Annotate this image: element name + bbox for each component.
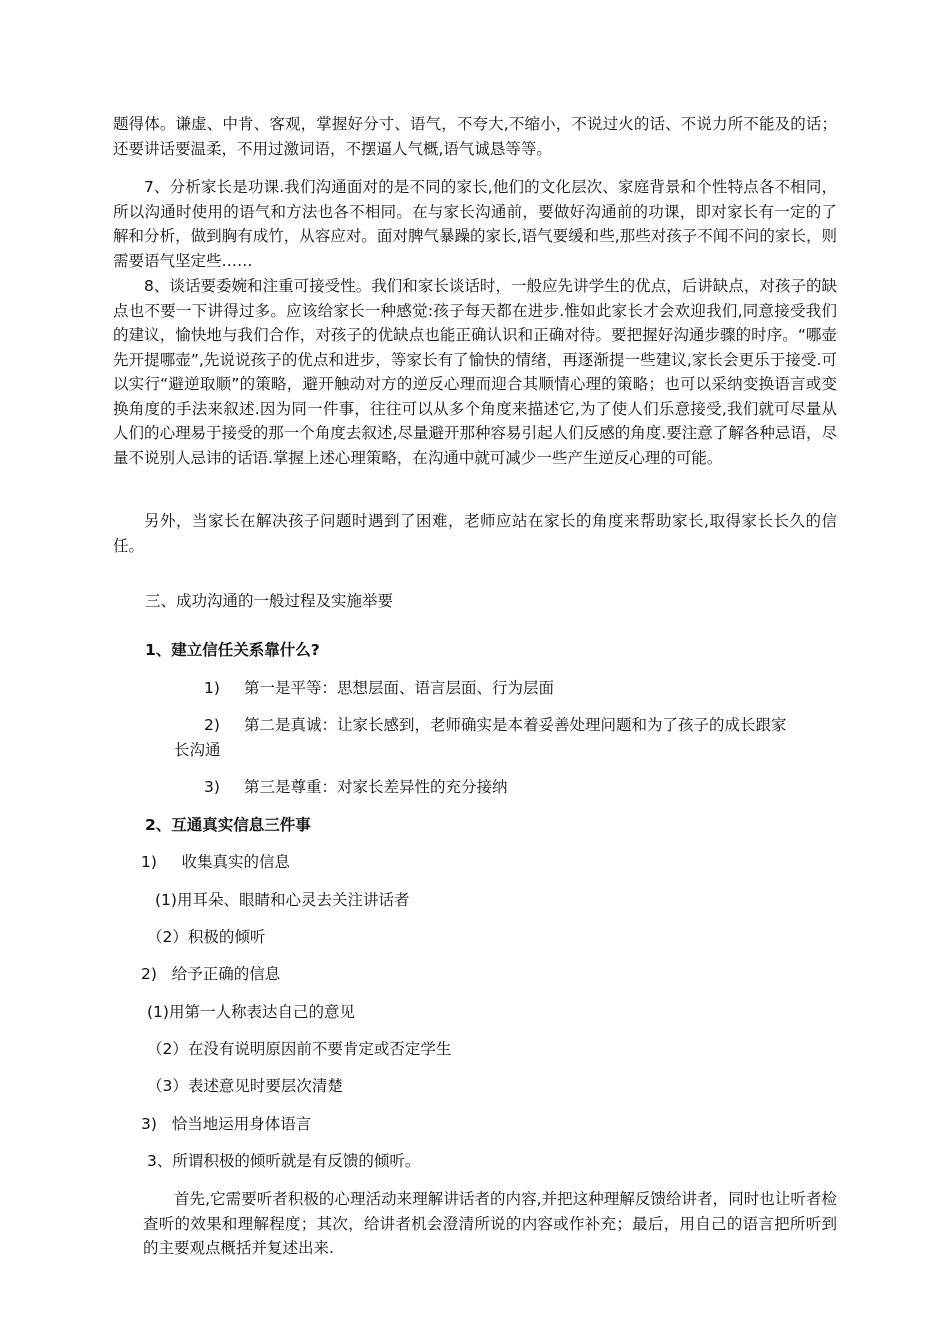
paragraph-last: 首先,它需要听者积极的心理活动来理解讲话者的内容,并把这种理解反馈给讲者，同时也让听者检查听的效果和理解程度；其次，给讲者机会澄清所说的内容或作补充；最后，用自己的语言把所听到的主要观点概括并复述出来.	[143, 1190, 837, 1257]
info-item-2c: （3）表述意见时要层次清楚	[147, 1077, 343, 1095]
info-item-1: 1) 收集真实的信息	[141, 853, 291, 871]
trust-item-3	[204, 775, 508, 800]
trust-item-2-text: 第二是真诚：让家长感到，老师确实是本着妥善处理问题和为了孩子的成长跟家	[244, 716, 787, 734]
trust-item-1-number: 1)	[204, 679, 220, 697]
info-item-1b: （2）积极的倾听	[147, 928, 266, 946]
heading-active-listening: 3、所谓积极的倾听就是有反馈的倾听。	[147, 1152, 421, 1170]
trust-item-1	[204, 676, 554, 701]
heading-info: 2、互通真实信息三件事	[145, 816, 311, 834]
info-item-1a: (1)用耳朵、眼睛和心灵去关注讲话者	[155, 891, 410, 909]
section-heading-3: 三、成功沟通的一般过程及实施举要	[145, 592, 394, 610]
info-item-2b: （2）在没有说明原因前不要肯定或否定学生	[147, 1040, 452, 1058]
trust-item-2-number: 2)	[204, 716, 220, 734]
trust-item-2-continued: 长沟通	[174, 741, 221, 759]
trust-item-1-text: 第一是平等：思想层面、语言层面、行为层面	[244, 679, 555, 697]
paragraph-7: 7、分析家长是功课.我们沟通面对的是不同的家长,他们的文化层次、家庭背景和个性特点各不相同，所以沟通时使用的语气和方法也各不相同。在与家长沟通前，要做好沟通前的功课，即对家长有一定的了解和分析，做到胸有成竹，从容应对。面对脾气暴躁的家长,语气要缓和些,那些对孩子不闻不问的家长，则需要语气坚定些……	[113, 178, 837, 270]
trust-item-3-text: 第三是尊重：对家长差异性的充分接纳	[244, 778, 508, 796]
info-item-3: 3) 恰当地运用身体语言	[141, 1115, 312, 1133]
heading-trust: 1、建立信任关系靠什么?	[145, 641, 320, 659]
info-item-2a: (1)用第一人称表达自己的意见	[147, 1003, 355, 1021]
paragraph-continued: 题得体。谦虚、中肯、客观，掌握好分寸、语气，不夸大,不缩小，不说过火的话、不说力所不能及的话；还要讲话要温柔，不用过激词语，不摆逼人气概,语气诚恳等等。	[113, 115, 837, 158]
paragraph-other: 另外，当家长在解决孩子问题时遇到了困难，老师应站在家长的角度来帮助家长,取得家长长久的信任。	[113, 512, 837, 555]
trust-item-2	[204, 713, 787, 738]
paragraph-8: 8、谈话要委婉和注重可接受性。我们和家长谈话时，一般应先讲学生的优点，后讲缺点，对孩子的缺点也不要一下讲得过多。应该给家长一种感觉:孩子每天都在进步.惟如此家长才会欢迎我们,同意接受我们的建议，愉快地与我们合作，对孩子的优缺点也能正确认识和正确对待。要把握好沟通步骤的时序。“哪壶先开提哪壶”,先说说孩子的优点和进步，等家长有了愉快的情绪，再逐渐提一些建议,家长会更乐于接受.可以实行“避逆取顺”的策略，避开触动对方的逆反心理而迎合其顺情心理的策略；也可以采纳变换语言或变换角度的手法来叙述.因为同一件事，往往可以从多个角度来描述它,为了使人们乐意接受,我们就可尽量从人们的心理易于接受的那一个角度去叙述,尽量避开那种容易引起人们反感的角度.要注意了解各种忌语，尽量不说别人忌讳的话语.掌握上述心理策略，在沟通中就可减少一些产生逆反心理的可能。	[113, 277, 837, 467]
trust-item-3-number: 3)	[204, 778, 220, 796]
info-item-2: 2) 给予正确的信息	[141, 965, 281, 983]
